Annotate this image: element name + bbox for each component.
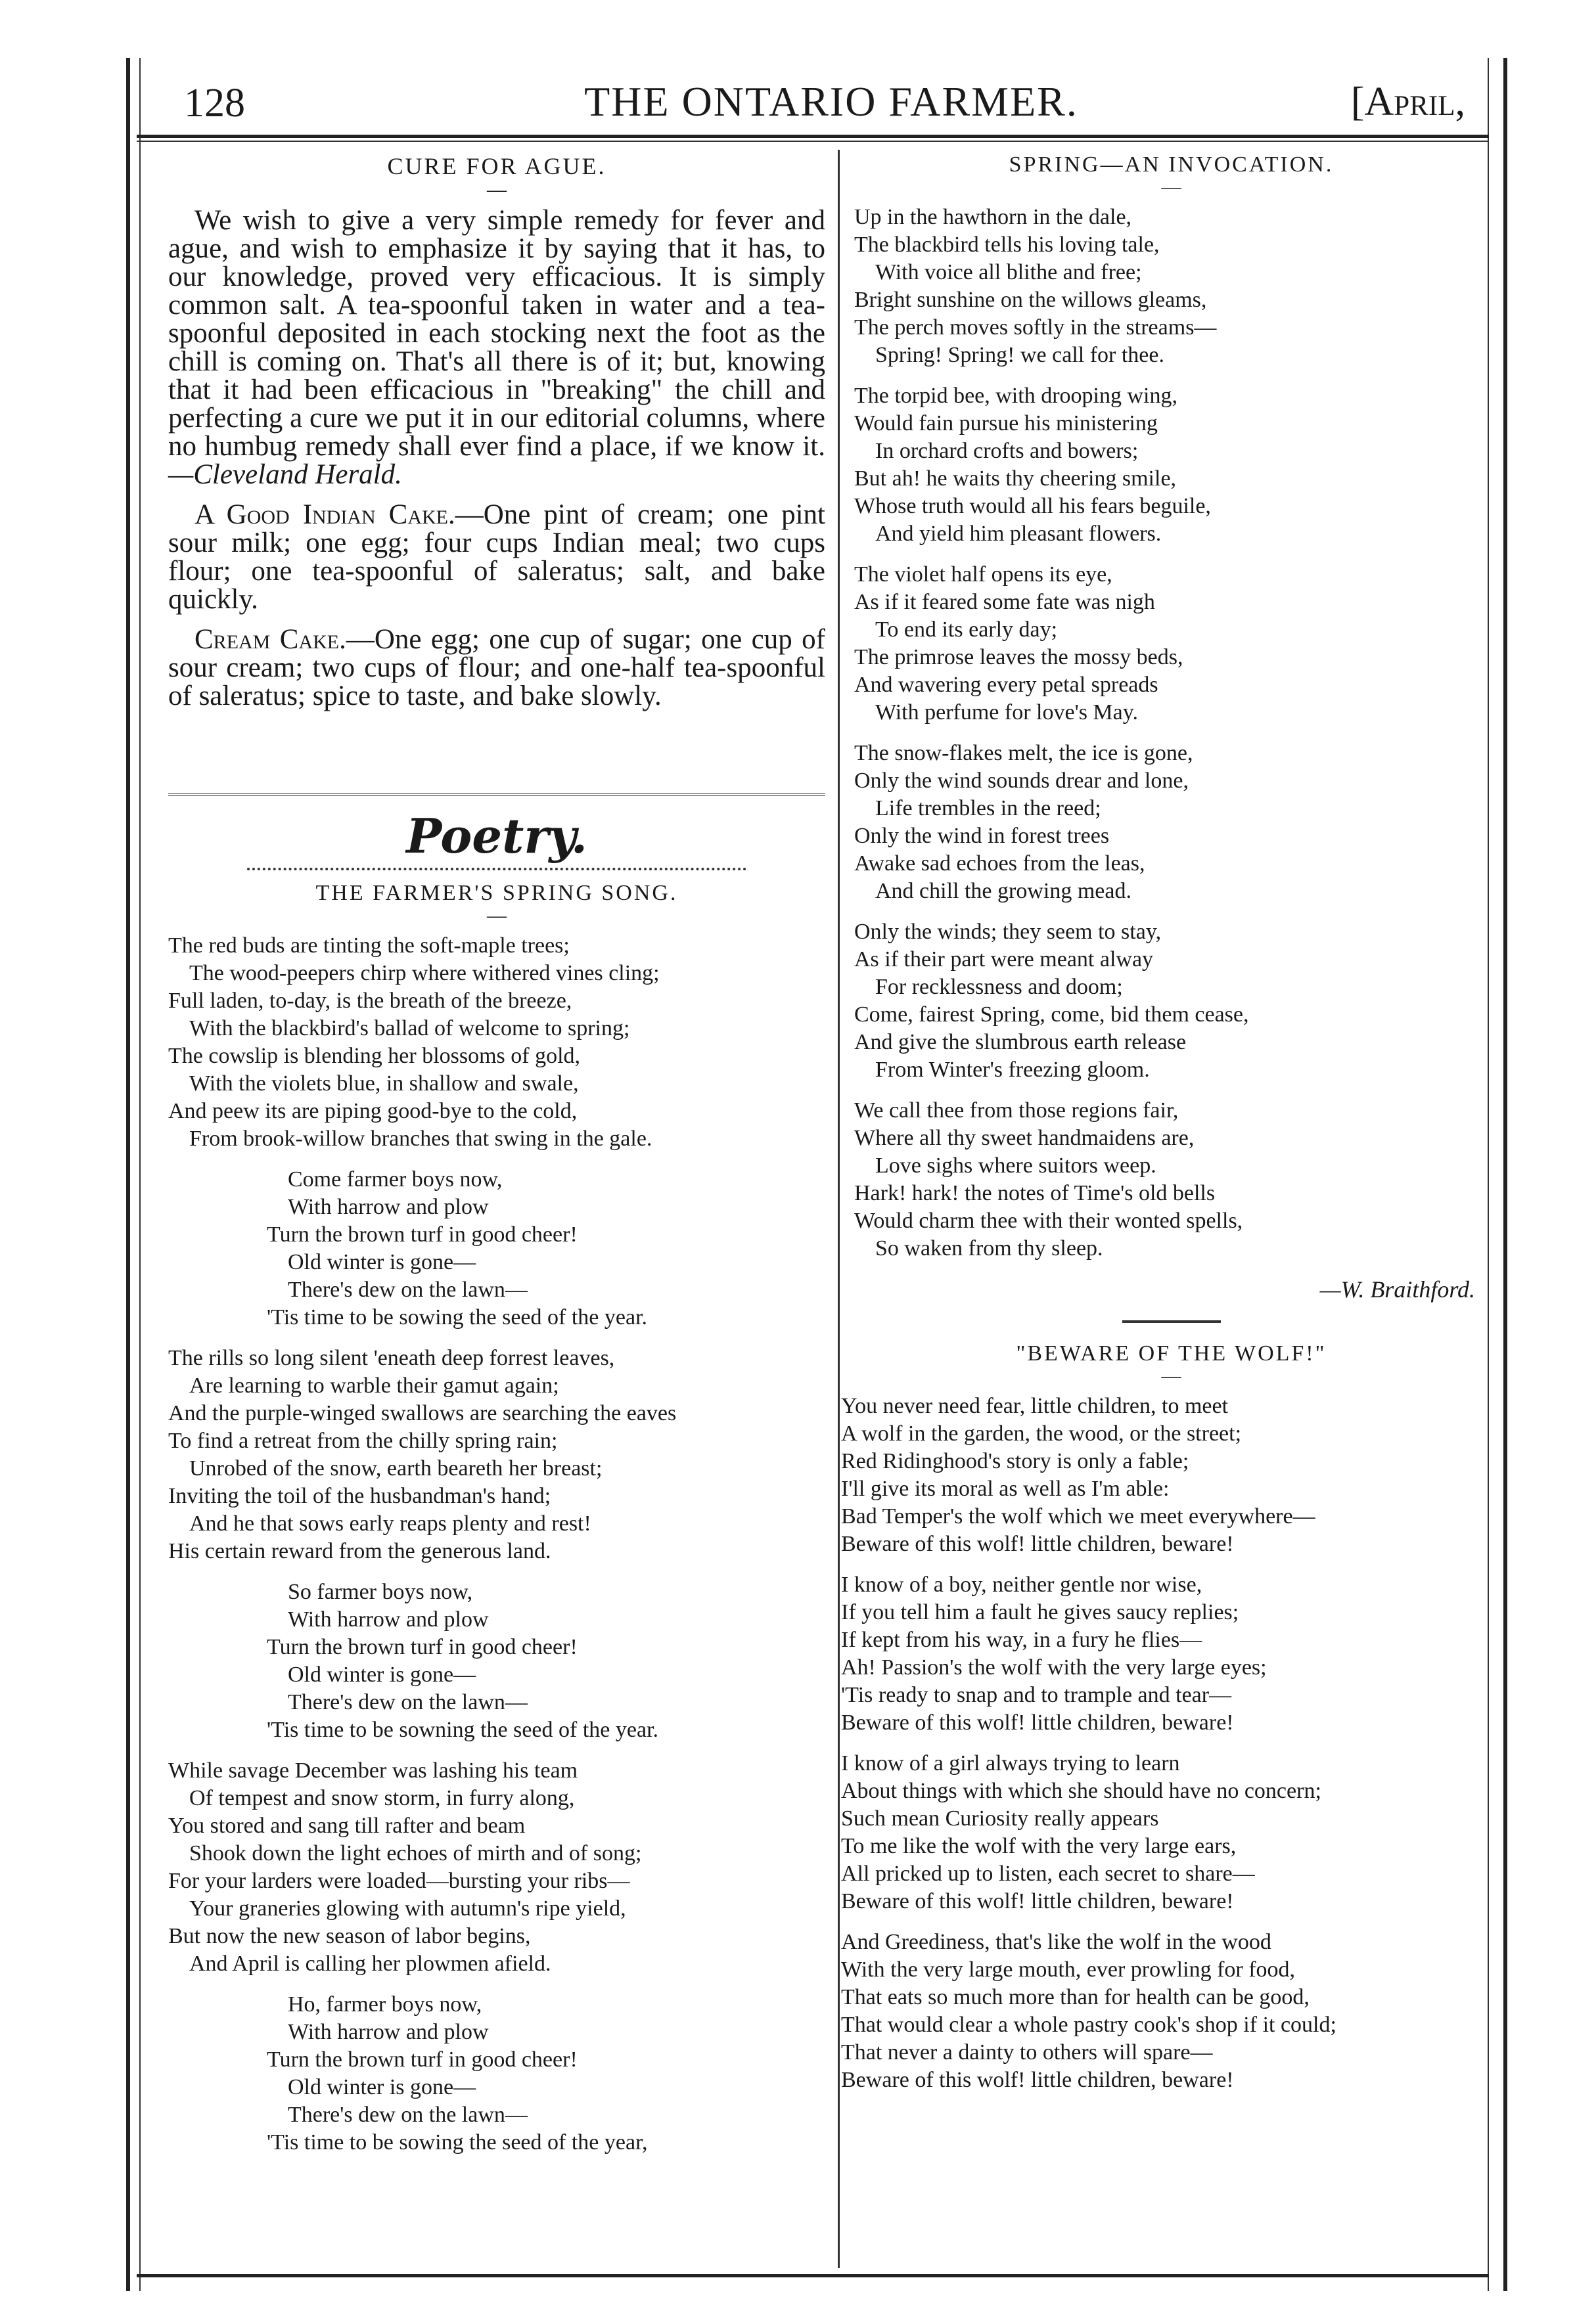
article-text: We wish to give a very simple remedy for fever and ague, and wish to emphasize it by saying that it has, to our knowledge, proved very efficacious. It is simply common salt. A tea-spoonful taken in water and a tea-spoonful deposited in each stocking next the foot as the chill is coming on. That's all there is of it; but, knowing that it had been efficacious in "breaking" the chill and perfecting a cure we put it in our editorial columns, where no humbug remedy shall ever find a place, if we know it. bbox=[168, 205, 825, 462]
article-source: —Cleveland Herald. bbox=[168, 459, 402, 490]
poem-line: All pricked up to listen, each secret to share— bbox=[841, 1862, 1255, 1886]
poem-line: Beware of this wolf! little children, beware! bbox=[841, 2068, 1234, 2092]
poem-line: Only the winds; they seem to stay, bbox=[854, 920, 1162, 944]
separator-rule bbox=[1122, 1320, 1221, 1323]
poem-line: I know of a girl always trying to learn bbox=[841, 1751, 1180, 1776]
poem-line: Up in the hawthorn in the dale, bbox=[854, 205, 1132, 229]
poem-line: Shook down the light echoes of mirth and of song; bbox=[189, 1841, 642, 1866]
header-rule-thin bbox=[137, 141, 1489, 142]
right-column bbox=[841, 152, 1488, 2107]
poem-line: Life trembles in the reed; bbox=[875, 796, 1101, 820]
poem-line: To find a retreat from the chilly spring rain; bbox=[168, 1429, 558, 1453]
poem-line: The rills so long silent 'eneath deep forrest leaves, bbox=[168, 1346, 615, 1370]
poem-line: In orchard crofts and bowers; bbox=[875, 439, 1139, 463]
poem-line: Where all thy sweet handmaidens are, bbox=[854, 1126, 1195, 1150]
poem-stanza bbox=[854, 740, 1488, 905]
article-title: CURE FOR AGUE. bbox=[387, 153, 606, 179]
footer-rule bbox=[137, 2274, 1489, 2277]
poem-line: From Winter's freezing gloom. bbox=[875, 1058, 1150, 1082]
header-month: [April, bbox=[1350, 79, 1465, 124]
poem-line: The blackbird tells his loving tale, bbox=[854, 233, 1160, 257]
spring-invocation-poem bbox=[854, 204, 1488, 1263]
poem-stanza bbox=[854, 918, 1488, 1084]
poem-line: 'Tis time to be sowing the seed of the year, bbox=[267, 2130, 648, 2155]
poem-stanza bbox=[854, 204, 1488, 369]
poem-line: To end its early day; bbox=[875, 617, 1058, 642]
poem-line: The violet half opens its eye, bbox=[854, 562, 1112, 587]
poem-stanza bbox=[168, 932, 825, 1153]
poem-line: Only the wind in forest trees bbox=[854, 824, 1110, 848]
poem-line: From brook-willow branches that swing in the gale. bbox=[189, 1127, 652, 1151]
poem-line: And chill the growing mead. bbox=[875, 879, 1131, 903]
recipe-name: A Good Indian Cake. bbox=[194, 499, 455, 530]
poem-line: With harrow and plow bbox=[288, 1607, 489, 1632]
poem-line: You never need fear, little children, to meet bbox=[841, 1394, 1229, 1418]
title-dash: — bbox=[487, 905, 507, 926]
poem-title: "BEWARE OF THE WOLF!" bbox=[1016, 1341, 1327, 1366]
article-body bbox=[168, 206, 825, 710]
poem-line: Turn the brown turf in good cheer! bbox=[267, 1222, 578, 1247]
poem-line: And peew its are piping good-bye to the cold, bbox=[168, 1099, 578, 1123]
poem-line: Bad Temper's the wolf which we meet everywhere— bbox=[841, 1504, 1315, 1529]
poem-line: As if it feared some fate was nigh bbox=[854, 590, 1155, 614]
poem-line: Old winter is gone— bbox=[288, 2075, 476, 2099]
poem-line: That never a dainty to others will spare— bbox=[841, 2040, 1213, 2065]
poem-line: While savage December was lashing his team bbox=[168, 1758, 578, 1783]
page-number: 128 bbox=[184, 81, 245, 125]
poem-chorus bbox=[168, 1578, 825, 1744]
poem-line: With the blackbird's ballad of welcome to spring; bbox=[189, 1016, 630, 1040]
poem-line: Only the wind sounds drear and lone, bbox=[854, 769, 1189, 793]
poem-line: Are learning to warble their gamut again; bbox=[189, 1374, 559, 1398]
poem-line: Turn the brown turf in good cheer! bbox=[267, 2047, 578, 2072]
recipe-text: —One egg; one cup of sugar; one cup of sour cream; two cups of flour; and one-half tea-spoonful of saleratus; spice to taste, and bake slowly. bbox=[168, 624, 825, 711]
poem-line: Inviting the toil of the husbandman's hand; bbox=[168, 1484, 551, 1508]
poem-line: As if their part were meant alway bbox=[854, 947, 1154, 972]
poem-line: Such mean Curiosity really appears bbox=[841, 1806, 1159, 1831]
poem-line: Come farmer boys now, bbox=[288, 1167, 503, 1192]
poem-line: If you tell him a fault he gives saucy replies; bbox=[841, 1600, 1239, 1624]
section-title: Poetry. bbox=[406, 808, 587, 864]
poem-line: So waken from thy sleep. bbox=[875, 1236, 1103, 1261]
poem-line: Would charm thee with their wonted spells, bbox=[854, 1209, 1243, 1233]
poem-stanza bbox=[841, 1750, 1488, 1915]
header-rule bbox=[137, 135, 1489, 138]
poem-line: 'Tis time to be sowing the seed of the year. bbox=[267, 1305, 648, 1330]
title-dash: — bbox=[1161, 1365, 1181, 1387]
poem-line: Unrobed of the snow, earth beareth her breast; bbox=[189, 1456, 603, 1481]
poem-line: About things with which she should have no concern; bbox=[841, 1779, 1321, 1803]
poem-stanza bbox=[168, 1757, 825, 1978]
running-title: THE ONTARIO FARMER. bbox=[584, 78, 1078, 125]
poem-line: But now the new season of labor begins, bbox=[168, 1924, 531, 1948]
poem-line: With harrow and plow bbox=[288, 2020, 489, 2044]
title-dash: — bbox=[487, 179, 507, 200]
poem-stanza bbox=[854, 382, 1488, 548]
poem-line: Old winter is gone— bbox=[288, 1250, 476, 1274]
poem-chorus bbox=[168, 1991, 825, 2156]
poem-line: And April is calling her plowmen afield. bbox=[189, 1952, 551, 1976]
poem-line: And he that sows early reaps plenty and rest! bbox=[189, 1511, 591, 1536]
poem-line: Spring! Spring! we call for thee. bbox=[875, 343, 1164, 367]
poem-line: I know of a boy, neither gentle nor wise, bbox=[841, 1573, 1202, 1597]
poem-line: But ah! he waits thy cheering smile, bbox=[854, 466, 1177, 491]
poem-line: To me like the wolf with the very large ears, bbox=[841, 1834, 1237, 1858]
section-rule bbox=[168, 793, 825, 796]
poem-line: Awake sad echoes from the leas, bbox=[854, 851, 1145, 876]
poem-line: And the purple-winged swallows are searching the eaves bbox=[168, 1401, 677, 1425]
poem-line: His certain reward from the generous land. bbox=[168, 1539, 551, 1563]
poem-line: There's dew on the lawn— bbox=[288, 1278, 528, 1302]
left-column bbox=[168, 152, 825, 722]
poem-line: Beware of this wolf! little children, beware! bbox=[841, 1710, 1234, 1735]
poem-line: The primrose leaves the mossy beds, bbox=[854, 645, 1183, 669]
poem-stanza bbox=[168, 1345, 825, 1565]
poem-stanza bbox=[841, 1929, 1488, 2094]
farmers-spring-song bbox=[168, 932, 825, 2156]
poem-line: Ah! Passion's the wolf with the very large eyes; bbox=[841, 1655, 1267, 1680]
poem-line: Love sighs where suitors weep. bbox=[875, 1153, 1156, 1178]
poem-line: The cowslip is blending her blossoms of gold, bbox=[168, 1044, 581, 1068]
poem-line: And give the slumbrous earth release bbox=[854, 1030, 1187, 1054]
poem-line: The torpid bee, with drooping wing, bbox=[854, 384, 1177, 408]
column-divider bbox=[838, 150, 840, 2268]
poem-stanza bbox=[854, 561, 1488, 726]
poem-line: Whose truth would all his fears beguile, bbox=[854, 494, 1211, 518]
poem-line: The wood-peepers chirp where withered vines cling; bbox=[189, 961, 660, 985]
poem-line: Beware of this wolf! little children, beware! bbox=[841, 1532, 1234, 1556]
poem-line: 'Tis ready to snap and to trample and tear— bbox=[841, 1683, 1232, 1707]
poem-line: Hark! hark! the notes of Time's old bells bbox=[854, 1181, 1216, 1205]
poem-line: For your larders were loaded—bursting your ribs— bbox=[168, 1869, 630, 1893]
poem-line: Your graneries glowing with autumn's ripe yield, bbox=[189, 1896, 626, 1921]
poem-line: That would clear a whole pastry cook's shop if it could; bbox=[841, 2013, 1336, 2037]
poem-line: Come, fairest Spring, come, bid them cease, bbox=[854, 1002, 1249, 1027]
poem-stanza bbox=[854, 1097, 1488, 1263]
poem-line: With perfume for love's May. bbox=[875, 700, 1139, 725]
poem-stanza bbox=[841, 1393, 1488, 1558]
poem-line: Full laden, to-day, is the breath of the breeze, bbox=[168, 989, 572, 1013]
recipe-text: —One pint of cream; one pint sour milk; one egg; four cups Indian meal; two cups flour; one tea-spoonful of saleratus; salt, and bake quickly. bbox=[168, 499, 825, 615]
poem-line: Beware of this wolf! little children, beware! bbox=[841, 1889, 1234, 1913]
poem-line: Bright sunshine on the willows gleams, bbox=[854, 288, 1207, 312]
poem-line: That eats so much more than for health can be good, bbox=[841, 1985, 1310, 2009]
poem-line: With the very large mouth, ever prowling for food, bbox=[841, 1957, 1296, 1982]
poem-line: Of tempest and snow storm, in furry along, bbox=[189, 1786, 575, 1810]
poem-line: And Greediness, that's like the wolf in the wood bbox=[841, 1930, 1271, 1954]
poem-stanza bbox=[841, 1571, 1488, 1737]
poem-line: There's dew on the lawn— bbox=[288, 2103, 528, 2127]
poem-line: The snow-flakes melt, the ice is gone, bbox=[854, 741, 1193, 765]
poem-line: And yield him pleasant flowers. bbox=[875, 522, 1162, 546]
poem-line: And wavering every petal spreads bbox=[854, 673, 1158, 697]
poem-line: For recklessness and doom; bbox=[875, 975, 1123, 999]
poem-line: Turn the brown turf in good cheer! bbox=[267, 1635, 578, 1659]
poem-line: The red buds are tinting the soft-maple trees; bbox=[168, 933, 570, 958]
poem-line: 'Tis time to be sowning the seed of the year. bbox=[267, 1718, 659, 1742]
poem-line: The perch moves softly in the streams— bbox=[854, 315, 1217, 340]
poem-line: Would fain pursue his ministering bbox=[854, 411, 1158, 436]
poem-title: SPRING—AN INVOCATION. bbox=[1009, 152, 1334, 177]
recipe-cream-cake bbox=[168, 625, 825, 710]
poem-line: Red Ridinghood's story is only a fable; bbox=[841, 1449, 1189, 1473]
poem-chorus bbox=[168, 1166, 825, 1331]
poem-line: Ho, farmer boys now, bbox=[288, 1992, 482, 2017]
poem-line: If kept from his way, in a fury he flies— bbox=[841, 1628, 1202, 1652]
beware-wolf-poem bbox=[841, 1393, 1488, 2094]
poem-line: Old winter is gone— bbox=[288, 1663, 476, 1687]
poem-line: With the violets blue, in shallow and swale, bbox=[189, 1071, 579, 1096]
poem-line: A wolf in the garden, the wood, or the street; bbox=[841, 1421, 1242, 1446]
poem-line: So farmer boys now, bbox=[288, 1580, 473, 1604]
poetry-section bbox=[168, 808, 825, 2170]
poem-line: You stored and sang till rafter and beam bbox=[168, 1814, 526, 1838]
poem-line: There's dew on the lawn— bbox=[288, 1690, 528, 1714]
article-paragraph bbox=[168, 206, 825, 489]
title-dash: — bbox=[1161, 176, 1181, 198]
poem-line: I'll give its moral as well as I'm able: bbox=[841, 1477, 1170, 1501]
recipe-name: Cream Cake. bbox=[194, 624, 346, 655]
poem-line: With voice all blithe and free; bbox=[875, 260, 1142, 284]
poem-attribution: —W. Braithford. bbox=[1319, 1276, 1475, 1303]
poem-line: With harrow and plow bbox=[288, 1195, 489, 1219]
dotted-rule bbox=[247, 868, 746, 870]
poem-title: THE FARMER'S SPRING SONG. bbox=[315, 881, 678, 905]
poem-line: We call thee from those regions fair, bbox=[854, 1098, 1179, 1123]
recipe-indian-cake bbox=[168, 501, 825, 614]
